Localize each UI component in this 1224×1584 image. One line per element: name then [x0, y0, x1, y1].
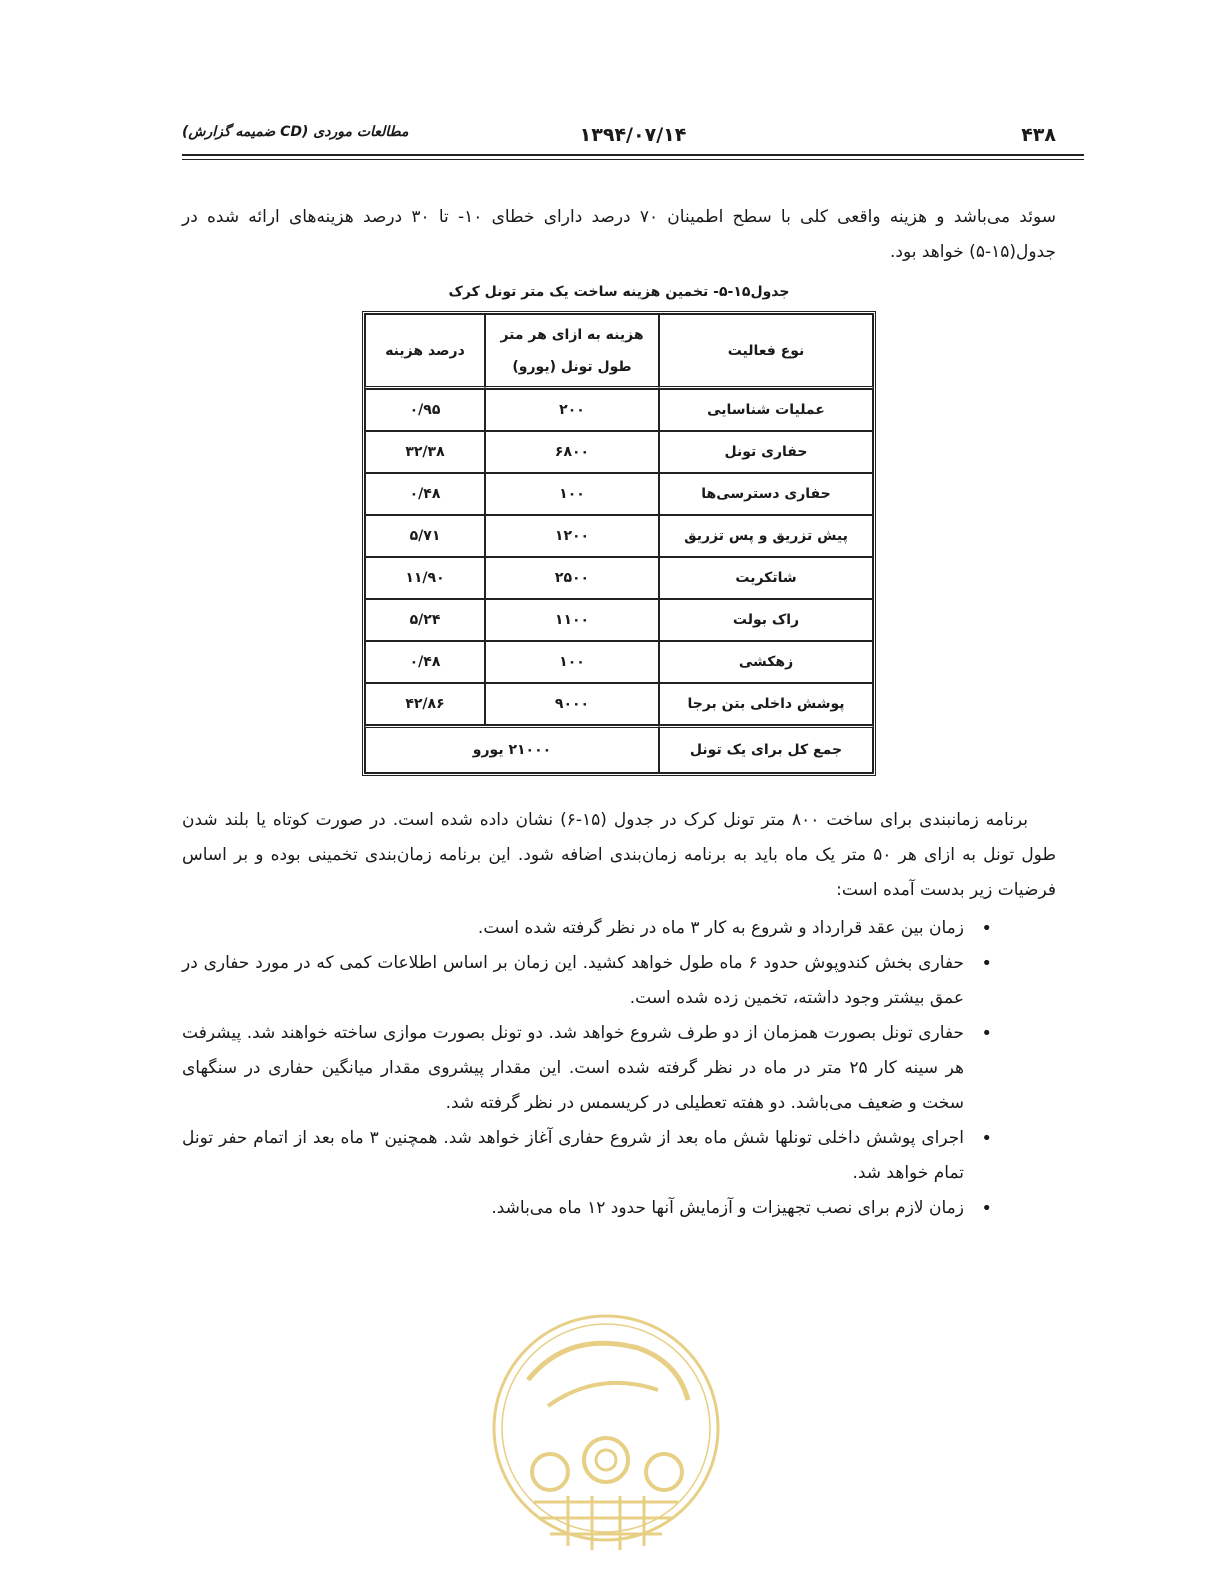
table-row [365, 599, 873, 641]
list-item: • اجرای پوشش داخلی تونلها شش ماه بعد از شروع حفاری آغاز خواهد شد. همچنین ۳ ماه بعد از اتمام حفر تونل تمام خواهد شد. [182, 1121, 1056, 1191]
list-item: • زمان لازم برای نصب تجهیزات و آزمایش آنها حدود ۱۲ ماه می‌باشد. [182, 1191, 1056, 1226]
cell-cost: ۲۵۰۰ [485, 557, 659, 599]
cell-activity: حفاری دسترسی‌ها [659, 473, 873, 515]
table-row [365, 641, 873, 683]
table-row [365, 473, 873, 515]
header-cost: هزینه به ازای هر متر طول تونل (یورو) [485, 314, 659, 389]
cell-percent: ۰/۹۵ [365, 389, 485, 431]
cell-activity: شاتکریت [659, 557, 873, 599]
cell-activity: پوشش داخلی بتن برجا [659, 683, 873, 725]
table-row [365, 557, 873, 599]
cell-activity: راک بولت [659, 599, 873, 641]
cell-percent: ۳۲/۳۸ [365, 431, 485, 473]
schedule-paragraph: برنامه زمانبندی برای ساخت ۸۰۰ متر تونل کرک در جدول (۱۵-۶) نشان داده شده است. در صورت کوتاه یا بلند شدن طول تونل به ازای هر ۵۰ متر یک ماه باید به برنامه زمان‌بندی اضافه شود. این برنامه زمان‌بندی تخمینی بوده و بر اساس فرضیات زیر بدست آمده است: [182, 810, 1056, 900]
table-caption: جدول۱۵-۵- تخمین هزینه ساخت یک متر تونل کرک [448, 284, 790, 300]
cost-table-container [362, 311, 876, 776]
total-label: جمع کل برای یک تونل [659, 725, 873, 773]
list-item: • زمان بین عقد قرارداد و شروع به کار ۳ ماه در نظر گرفته شده است. [182, 911, 1056, 946]
header-activity: نوع فعالیت [659, 314, 873, 389]
header-title: مطالعات موردی (CD ضمیمه گزارش) [182, 124, 409, 140]
table-row [365, 431, 873, 473]
cell-activity: حفاری تونل [659, 431, 873, 473]
cell-activity: عملیات شناسایی [659, 389, 873, 431]
cell-cost: ۱۰۰ [485, 473, 659, 515]
cell-cost: ۱۱۰۰ [485, 599, 659, 641]
header-percent: درصد هزینه [365, 314, 485, 389]
cell-cost: ۱۲۰۰ [485, 515, 659, 557]
cell-percent: ۴۲/۸۶ [365, 683, 485, 725]
header-date: ۱۳۹۴/۰۷/۱۴ [579, 124, 687, 146]
cell-cost: ۲۰۰ [485, 389, 659, 431]
table-row [365, 389, 873, 431]
total-value: ۲۱۰۰۰ یورو [365, 725, 659, 773]
list-item: • حفاری بخش کندوپوش حدود ۶ ماه طول خواهد کشید. این زمان بر اساس اطلاعات کمی که در مورد حفاری در عمق بیشتر وجود داشته، تخمین زده شده است. [182, 946, 1056, 1016]
cell-percent: ۵/۲۴ [365, 599, 485, 641]
cost-table [362, 311, 876, 776]
page-number: ۴۳۸ [1021, 124, 1056, 146]
header-rule-thin [182, 159, 1084, 160]
cell-percent: ۱۱/۹۰ [365, 557, 485, 599]
cell-percent: ۰/۴۸ [365, 641, 485, 683]
assumptions-list [182, 911, 1056, 1226]
cell-cost: ۹۰۰۰ [485, 683, 659, 725]
table-row [365, 683, 873, 725]
watermark-logo-icon [488, 1310, 724, 1584]
cell-activity: زهکشی [659, 641, 873, 683]
cell-cost: ۶۸۰۰ [485, 431, 659, 473]
table-row [365, 515, 873, 557]
table-total-row [365, 725, 873, 773]
page-header [182, 118, 1084, 154]
cell-percent: ۵/۷۱ [365, 515, 485, 557]
table-header-row [365, 314, 873, 389]
cell-activity: پیش تزریق و پس تزریق [659, 515, 873, 557]
list-item: • حفاری تونل بصورت همزمان از دو طرف شروع خواهد شد. دو تونل بصورت موازی ساخته خواهند شد. پیشرفت هر سینه کار ۲۵ متر در ماه در نظر گرفته شده است. این مقدار پیشروی مقدار میانگین حفاری در سنگهای سخت و ضعیف می‌باشد. دو هفته تعطیلی در کریسمس در نظر گرفته شد. [182, 1016, 1056, 1121]
intro-paragraph: سوئد می‌باشد و هزینه واقعی کلی با سطح اطمینان ۷۰ درصد دارای خطای ۱۰- تا ۳۰ درصد هزینه‌های ارائه شده در جدول(۱۵-۵) خواهد بود. [182, 207, 1056, 262]
cell-cost: ۱۰۰ [485, 641, 659, 683]
cell-percent: ۰/۴۸ [365, 473, 485, 515]
logo-emblem-icon [488, 1310, 724, 1584]
header-rule [182, 154, 1084, 156]
